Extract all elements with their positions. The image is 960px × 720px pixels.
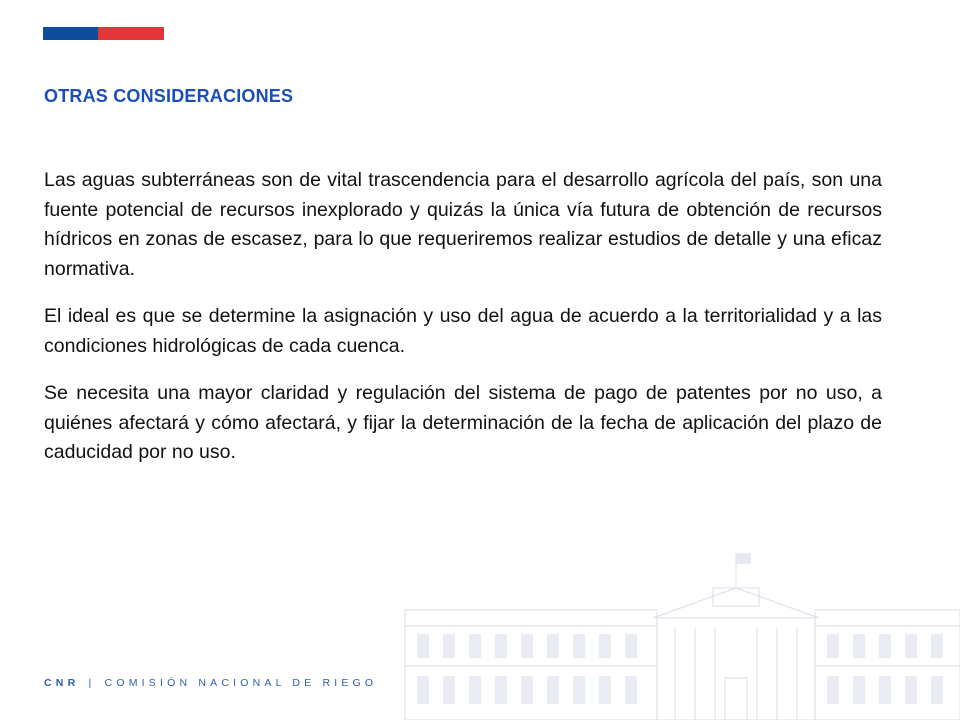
paragraph-3: Se necesita una mayor claridad y regulación del sistema de pago de patentes por no uso, a quiénes afectará y cómo afectará, y fijar la determinación de la fecha de aplicación del plazo de caducidad por no uso. [44, 382, 882, 463]
page-title: OTRAS CONSIDERACIONES [44, 86, 294, 106]
footer [44, 677, 377, 689]
paragraph-2: El ideal es que se determine la asignación y uso del agua de acuerdo a la territorialidad y a las condiciones hidrológicas de cada cuenca. [44, 305, 882, 357]
footer-separator: | [88, 677, 96, 689]
footer-brand: CNR [44, 677, 80, 689]
body-text [44, 166, 882, 486]
flag-bar [43, 27, 164, 40]
flag-red-stripe [98, 27, 164, 40]
paragraph-1: Las aguas subterráneas son de vital trascendencia para el desarrollo agrícola del país, son una fuente potencial de recursos inexplorado y quizás la única vía futura de obtención de recursos hídricos en zonas de escasez, para lo que requeriremos realizar estudios de detalle y una eficaz normativa. [44, 169, 882, 280]
footer-org: COMISIÓN NACIONAL DE RIEGO [104, 677, 378, 689]
flag-blue-stripe [43, 27, 98, 40]
building-watermark-icon [395, 548, 960, 720]
